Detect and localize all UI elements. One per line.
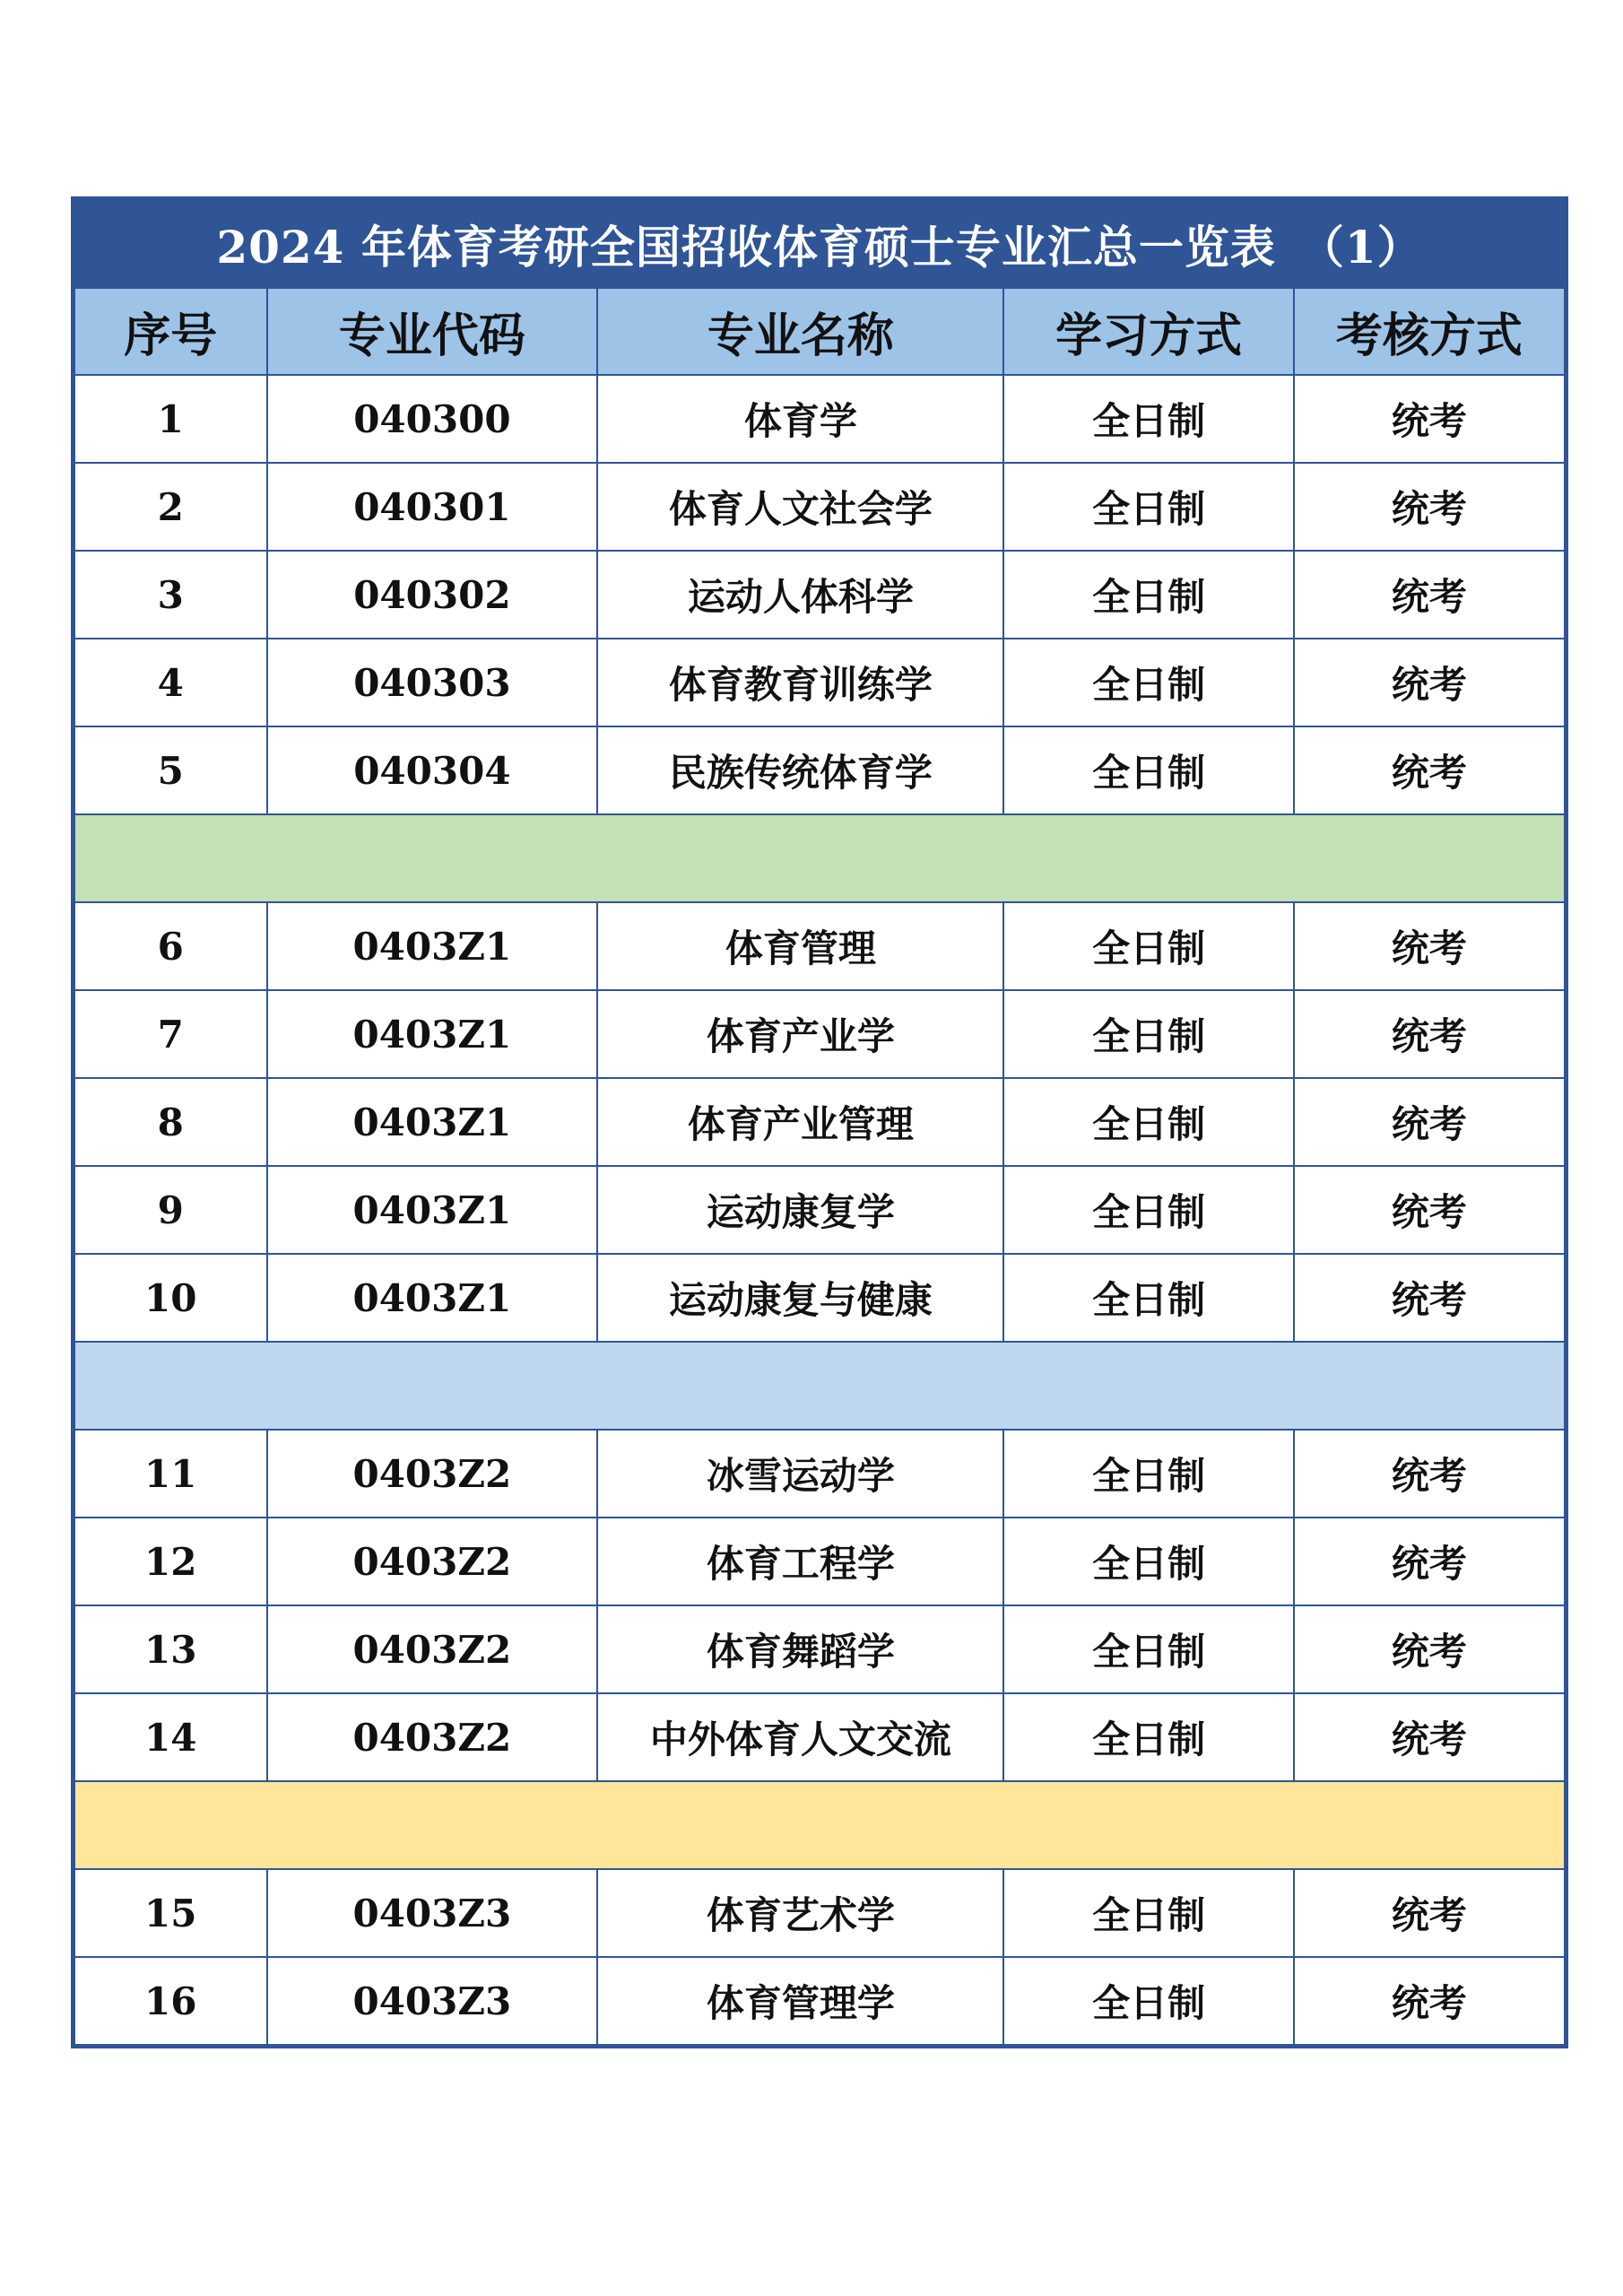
cell-name: 冰雪运动学 — [597, 1430, 1003, 1518]
table-row — [74, 375, 1565, 463]
program-table — [74, 199, 1566, 2046]
cell-exam-mode: 统考 — [1294, 551, 1565, 639]
cell-exam-mode: 统考 — [1294, 1166, 1565, 1254]
cell-exam-mode: 统考 — [1294, 1078, 1565, 1166]
cell-code: 0403Z2 — [267, 1693, 598, 1781]
cell-exam-mode: 统考 — [1294, 1869, 1565, 1957]
cell-exam-mode: 统考 — [1294, 1518, 1565, 1605]
cell-code: 040303 — [267, 639, 598, 726]
cell-code: 040304 — [267, 726, 598, 814]
cell-exam-mode: 统考 — [1294, 1430, 1565, 1518]
cell-study-mode: 全日制 — [1003, 1430, 1293, 1518]
group-separator-cell — [74, 1342, 1565, 1430]
cell-name: 体育艺术学 — [597, 1869, 1003, 1957]
cell-index: 11 — [74, 1430, 267, 1518]
column-header-study-mode: 学习方式 — [1003, 288, 1293, 376]
cell-index: 16 — [74, 1957, 267, 2045]
column-header-index: 序号 — [74, 288, 267, 376]
cell-study-mode: 全日制 — [1003, 1166, 1293, 1254]
group-separator-row — [74, 1342, 1565, 1430]
cell-study-mode: 全日制 — [1003, 1518, 1293, 1605]
table-row — [74, 1957, 1565, 2045]
cell-code: 040302 — [267, 551, 598, 639]
cell-index: 13 — [74, 1605, 267, 1693]
cell-exam-mode: 统考 — [1294, 990, 1565, 1078]
cell-study-mode: 全日制 — [1003, 1957, 1293, 2045]
group-separator-cell — [74, 1781, 1565, 1869]
cell-exam-mode: 统考 — [1294, 1957, 1565, 2045]
cell-exam-mode: 统考 — [1294, 1254, 1565, 1342]
table-row — [74, 1518, 1565, 1605]
cell-study-mode: 全日制 — [1003, 990, 1293, 1078]
cell-index: 6 — [74, 902, 267, 990]
table-row — [74, 1254, 1565, 1342]
table-row — [74, 1693, 1565, 1781]
table-row — [74, 1166, 1565, 1254]
cell-study-mode: 全日制 — [1003, 639, 1293, 726]
cell-exam-mode: 统考 — [1294, 639, 1565, 726]
table-row — [74, 902, 1565, 990]
cell-code: 0403Z1 — [267, 902, 598, 990]
cell-index: 10 — [74, 1254, 267, 1342]
cell-name: 体育工程学 — [597, 1518, 1003, 1605]
cell-exam-mode: 统考 — [1294, 463, 1565, 551]
cell-exam-mode: 统考 — [1294, 1693, 1565, 1781]
group-separator-row — [74, 814, 1565, 902]
program-table-container — [71, 196, 1568, 2048]
cell-index: 3 — [74, 551, 267, 639]
cell-index: 4 — [74, 639, 267, 726]
cell-name: 运动人体科学 — [597, 551, 1003, 639]
cell-code: 0403Z1 — [267, 1166, 598, 1254]
cell-code: 0403Z3 — [267, 1957, 598, 2045]
cell-name: 运动康复与健康 — [597, 1254, 1003, 1342]
cell-study-mode: 全日制 — [1003, 1605, 1293, 1693]
cell-name: 民族传统体育学 — [597, 726, 1003, 814]
cell-code: 0403Z2 — [267, 1605, 598, 1693]
cell-name: 运动康复学 — [597, 1166, 1003, 1254]
group-separator-row — [74, 1781, 1565, 1869]
cell-name: 中外体育人文交流 — [597, 1693, 1003, 1781]
table-row — [74, 726, 1565, 814]
column-header-name: 专业名称 — [597, 288, 1003, 376]
cell-code: 0403Z1 — [267, 1078, 598, 1166]
table-row — [74, 463, 1565, 551]
cell-name: 体育产业管理 — [597, 1078, 1003, 1166]
header-row — [74, 288, 1565, 376]
table-row — [74, 1430, 1565, 1518]
cell-name: 体育管理 — [597, 902, 1003, 990]
cell-name: 体育教育训练学 — [597, 639, 1003, 726]
cell-code: 0403Z1 — [267, 990, 598, 1078]
cell-study-mode: 全日制 — [1003, 1078, 1293, 1166]
cell-index: 14 — [74, 1693, 267, 1781]
table-row — [74, 639, 1565, 726]
group-separator-cell — [74, 814, 1565, 902]
cell-code: 040301 — [267, 463, 598, 551]
cell-index: 1 — [74, 375, 267, 463]
cell-name: 体育学 — [597, 375, 1003, 463]
table-row — [74, 551, 1565, 639]
column-header-exam-mode: 考核方式 — [1294, 288, 1565, 376]
cell-exam-mode: 统考 — [1294, 902, 1565, 990]
cell-name: 体育管理学 — [597, 1957, 1003, 2045]
cell-index: 8 — [74, 1078, 267, 1166]
table-body — [74, 375, 1565, 2045]
cell-study-mode: 全日制 — [1003, 1869, 1293, 1957]
cell-name: 体育人文社会学 — [597, 463, 1003, 551]
cell-index: 12 — [74, 1518, 267, 1605]
column-header-code: 专业代码 — [267, 288, 598, 376]
cell-study-mode: 全日制 — [1003, 375, 1293, 463]
cell-code: 0403Z3 — [267, 1869, 598, 1957]
table-row — [74, 1078, 1565, 1166]
cell-exam-mode: 统考 — [1294, 1605, 1565, 1693]
cell-code: 0403Z1 — [267, 1254, 598, 1342]
table-row — [74, 1605, 1565, 1693]
table-title: 2024 年体育考研全国招收体育硕士专业汇总一览表 （1） — [74, 200, 1565, 288]
cell-code: 040300 — [267, 375, 598, 463]
cell-name: 体育产业学 — [597, 990, 1003, 1078]
cell-index: 5 — [74, 726, 267, 814]
cell-name: 体育舞蹈学 — [597, 1605, 1003, 1693]
cell-study-mode: 全日制 — [1003, 726, 1293, 814]
cell-exam-mode: 统考 — [1294, 726, 1565, 814]
cell-study-mode: 全日制 — [1003, 463, 1293, 551]
table-row — [74, 990, 1565, 1078]
cell-code: 0403Z2 — [267, 1518, 598, 1605]
cell-index: 2 — [74, 463, 267, 551]
cell-study-mode: 全日制 — [1003, 902, 1293, 990]
cell-index: 7 — [74, 990, 267, 1078]
cell-study-mode: 全日制 — [1003, 1693, 1293, 1781]
cell-study-mode: 全日制 — [1003, 551, 1293, 639]
cell-study-mode: 全日制 — [1003, 1254, 1293, 1342]
table-row — [74, 1869, 1565, 1957]
cell-index: 9 — [74, 1166, 267, 1254]
cell-exam-mode: 统考 — [1294, 375, 1565, 463]
cell-code: 0403Z2 — [267, 1430, 598, 1518]
cell-index: 15 — [74, 1869, 267, 1957]
